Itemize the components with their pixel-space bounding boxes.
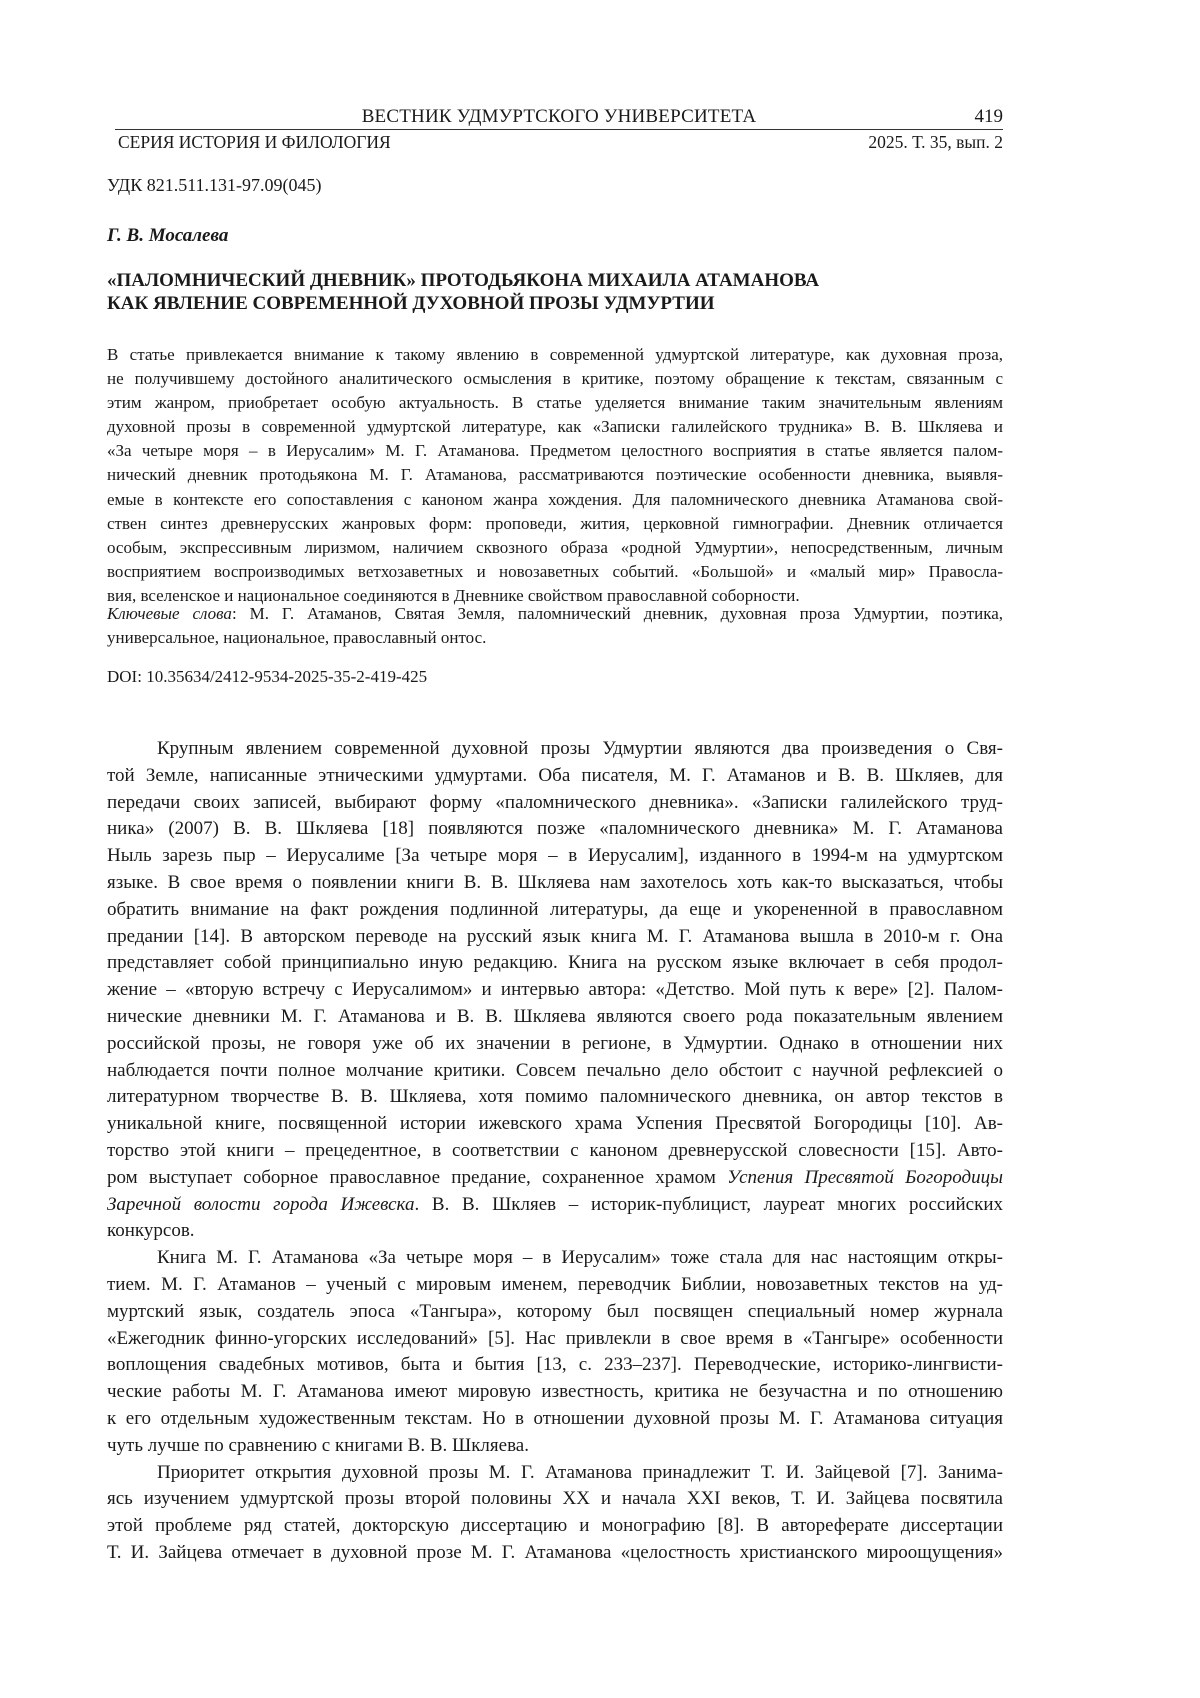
keywords: [107, 602, 1003, 650]
body-line: этой проблеме ряд статей, докторскую диссертацию и монографию [8]. В автореферате диссертации: [107, 1515, 1003, 1537]
abstract-line: не получившему достойного аналитического осмысления в критике, поэтому обращение к текстам, связанным с: [107, 369, 1003, 389]
body-line: к его отдельным художественным текстам. Но в отношении духовной прозы М. Г. Атаманова ситуация: [107, 1407, 1003, 1429]
journal-issue: 2025. Т. 35, вып. 2: [868, 132, 1003, 152]
body-line: воплощения свадебных мотивов, быта и бытия [13, с. 233–237]. Переводческие, историко-лингвисти-: [107, 1354, 1003, 1376]
keywords-line: [107, 602, 1003, 626]
doi: DOI: 10.35634/2412-9534-2025-35-2-419-425: [107, 667, 428, 686]
body-line: наблюдается почти полное молчание критики. Совсем печально дело обстоит с научной рефлексией о: [107, 1059, 1003, 1081]
body-line: конкурсов.: [107, 1220, 195, 1242]
body-line: российской прозы, не говоря уже об их значении в регионе, в Удмуртии. Однако в отношении них: [107, 1032, 1003, 1054]
abstract-line: емые в контексте его сопоставления с каноном жанра хождения. Для паломнического дневника Атаманова свой-: [107, 489, 1003, 509]
body-line: той Земле, написанные этническими удмуртами. Оба писателя, М. Г. Атаманов и В. В. Шкляев, для: [107, 764, 1003, 786]
body-line: обратить внимание на факт рождения подлинной литературы, да еще и укорененной в православном: [107, 898, 1003, 920]
title-line: КАК ЯВЛЕНИЕ СОВРЕМЕННОЙ ДУХОВНОЙ ПРОЗЫ УДМУРТИИ: [107, 292, 715, 314]
abstract-line: «За четыре моря – в Иерусалим» М. Г. Атаманова. Предметом целостного восприятия в статье является палом-: [107, 441, 1003, 461]
body-line: литературном творчестве В. В. Шкляева, хотя помимо паломнического дневника, он автор текстов в: [107, 1086, 1003, 1108]
page-number: 419: [974, 106, 1003, 127]
italic-text: Заречной волости города Ижевска: [107, 1193, 415, 1215]
abstract-line: вия, вселенское и национальное соединяются в Дневнике свойством православной соборности.: [107, 585, 800, 605]
body-line: представляет собой принципиально иную редакцию. Книга на русском языке включает в себя продол-: [107, 952, 1003, 974]
body-line: уникальной книге, посвященной истории ижевского храма Успения Пресвятой Богородицы [10]. Ав-: [107, 1113, 1003, 1135]
italic-text: Успения Пресвятой Богородицы: [727, 1166, 1003, 1188]
abstract-line: восприятием воспроизводимых ветхозаветных и новозаветных событий. «Большой» и «малый мир» Правосла-: [107, 561, 1003, 581]
body-line: тием. М. Г. Атаманов – ученый с мировым именем, переводчик Библии, новозаветных текстов на уд-: [107, 1273, 1003, 1295]
abstract-line: духовной прозы в современной удмуртской литературе, как «Записки галилейского трудника» В. В. Шкляева и: [107, 417, 1003, 437]
header-rule: [115, 129, 1003, 130]
body-text: ром выступает соборное православное предание, сохраненное храмом: [107, 1166, 728, 1188]
body-line: ника» (2007) В. В. Шкляева [18] появляются позже «паломнического дневника» М. Г. Атаманова: [107, 818, 1003, 840]
body-line: Ныль зарезь пыр – Иерусалиме [За четыре моря – в Иерусалим], изданного в 1994-м на удмуртском: [107, 845, 1003, 867]
abstract-line: особым, экспрессивным лиризмом, наличием сквозного образа «родной Удмуртии», непосредственным, личным: [107, 537, 1003, 557]
abstract-line: этим жанром, приобретает особую актуальность. В статье уделяется внимание таким значительным явлениям: [107, 393, 1003, 413]
body-line: чуть лучше по сравнению с книгами В. В. Шкляева.: [107, 1434, 529, 1456]
author-name: Г. В. Мосалева: [107, 225, 229, 246]
body-line: Крупным явлением современной духовной прозы Удмуртии являются два произведения о Свя-: [157, 738, 1003, 759]
abstract-line: В статье привлекается внимание к такому явлению в современной удмуртской литературе, как духовная проза,: [107, 345, 1003, 364]
title-line: «ПАЛОМНИЧЕСКИЙ ДНЕВНИК» ПРОТОДЬЯКОНА МИХАИЛА АТАМАНОВА: [107, 270, 820, 291]
body-line: жение – «вторую встречу с Иерусалимом» и интервью автора: «Детство. Мой путь к вере» [2]. Палом-: [107, 979, 1003, 1001]
body-line: Книга М. Г. Атаманова «За четыре моря – в Иерусалим» тоже стала для нас настоящим откры-: [157, 1247, 1003, 1269]
body-line: [107, 1165, 1003, 1192]
journal-series: СЕРИЯ ИСТОРИЯ И ФИЛОЛОГИЯ: [118, 132, 391, 152]
body-line: «Ежегодник финно-угорских исследований» [5]. Нас привлекли в свое время в «Тангыре» особенности: [107, 1327, 1003, 1349]
journal-title: ВЕСТНИК УДМУРТСКОГО УНИВЕРСИТЕТА: [361, 106, 757, 127]
body-line: нические дневники М. Г. Атаманова и В. В. Шкляева являются своего рода показательным явлением: [107, 1005, 1003, 1027]
body-line: ясь изучением удмуртской прозы второй половины XX и начала XXI веков, Т. И. Зайцева посвятила: [107, 1488, 1003, 1510]
keywords-line: универсальное, национальное, православный онтос.: [107, 628, 487, 648]
body-line: передачи своих записей, выбирают форму «паломнического дневника». «Записки галилейского труд-: [107, 791, 1003, 813]
body-line: [107, 1192, 1003, 1219]
body-text: . В. В. Шкляев – историк-публицист, лауреат многих российских: [414, 1193, 1003, 1215]
body-line: Приоритет открытия духовной прозы М. Г. Атаманова принадлежит Т. И. Зайцевой [7]. Занима-: [157, 1461, 1003, 1483]
body-line: муртский язык, создатель эпоса «Тангыра», которому был посвящен специальный номер журнала: [107, 1300, 1003, 1322]
body-line: Т. И. Зайцева отмечает в духовной прозе М. Г. Атаманова «целостность христианского мироощущения»: [107, 1541, 1003, 1563]
abstract-line: нический дневник протодьякона М. Г. Атаманова, рассматриваются поэтические особенности дневника, выявля-: [107, 465, 1003, 485]
keywords-text: : М. Г. Атаманов, Святая Земля, паломнический дневник, духовная проза Удмуртии, поэтика,: [231, 604, 1003, 623]
abstract: [107, 343, 1003, 608]
body-line: ческие работы М. Г. Атаманова имеют мировую известность, критика не безучастна и по отношению: [107, 1381, 1003, 1403]
body-line: языке. В свое время о появлении книги В. В. Шкляева нам захотелось хоть как-то высказаться, чтобы: [107, 871, 1003, 893]
article-body: [107, 736, 1003, 1567]
article-title: [107, 270, 819, 315]
abstract-line: ствен синтез древнерусских жанровых форм: проповеди, жития, церковной гимнографии. Дневник отличается: [107, 513, 1003, 533]
udc-code: УДК 821.511.131-97.09(045): [107, 175, 322, 195]
body-line: торство этой книги – прецедентное, в соответствии с каноном древнерусской словесности [15]. Авто-: [107, 1139, 1003, 1161]
body-line: предании [14]. В авторском переводе на русский язык книга М. Г. Атаманова вышла в 2010-м г. Она: [107, 925, 1003, 947]
keywords-label: Ключевые слова: [107, 604, 232, 623]
